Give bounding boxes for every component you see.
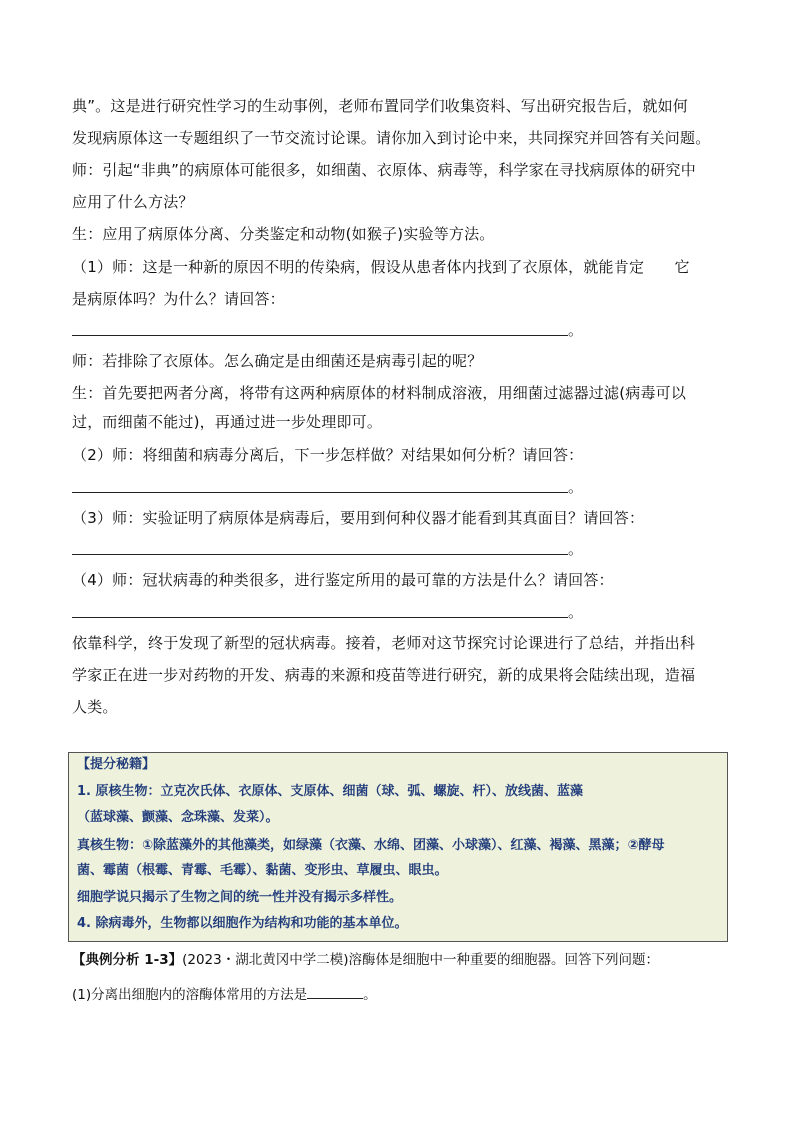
answer-blank-3[interactable] (72, 554, 568, 555)
answer-end-2: 。 (568, 478, 584, 496)
student-answer: 生：应用了病原体分离、分类鉴定和动物(如猴子)实验等方法。 (72, 225, 495, 243)
teacher-question-cont: 应用了什么方法？ (72, 193, 194, 211)
question-1: （1）师：这是一种新的原因不明的传染病，假设从患者体内找到了衣原体，就能肯定 它 (72, 258, 690, 276)
example-text: 溶酶体是细胞中一种重要的细胞器。回答下列问题： (348, 952, 659, 968)
answer-blank-4[interactable] (72, 617, 568, 618)
teacher-question: 师：引起“非典”的病原体可能很多，如细菌、衣原体、病毒等，科学家在寻找病原体的研究中 (72, 161, 696, 179)
example-q1-text: (1)分离出细胞内的溶酶体常用的方法是 (72, 987, 308, 1003)
closing-line: 人类。 (72, 698, 118, 716)
tip-line: （蓝球藻、颤藻、念珠藻、发菜）。 (77, 810, 279, 825)
example-header (72, 951, 659, 969)
answer-end-4: 。 (568, 603, 584, 621)
example-q1-blank[interactable] (307, 984, 363, 999)
intro-line: 典”。这是进行研究性学习的生动事例，老师布置同学们收集资料、写出研究报告后，就如何 (72, 97, 688, 115)
answer-blank-2[interactable] (72, 492, 568, 493)
answer-end-1: 。 (568, 321, 584, 339)
tip-line: 1. 原核生物：立克次氏体、衣原体、支原体、细菌（球、弧、螺旋、杆）、放线菌、蓝藻 (77, 784, 584, 799)
intro-line: 发现病原体这一专题组织了一节交流讨论课。请你加入到讨论中来，共同探究并回答有关问题。 (72, 129, 711, 147)
closing-line: 依靠科学，终于发现了新型的冠状病毒。接着，老师对这节探究讨论课进行了总结，并指出科 (72, 634, 696, 652)
example-source: (2023・湖北黄冈中学二模) (182, 952, 349, 968)
tip-line: 菌、霉菌（根霉、青霉、毛霉）、黏菌、变形虫、草履虫、眼虫。 (77, 863, 448, 878)
question-4: （4）师：冠状病毒的种类很多，进行鉴定所用的最可靠的方法是什么？请回答： (72, 571, 614, 589)
example-q1-end: 。 (363, 987, 377, 1003)
tip-title: 【提分秘籍】 (77, 757, 156, 772)
tip-line: 细胞学说只揭示了生物之间的统一性并没有揭示多样性。 (77, 890, 403, 905)
closing-line: 学家正在进一步对药物的开发、病毒的来源和疫苗等进行研究，新的成果将会陆续出现，造福 (72, 666, 696, 684)
question-3: （3）师：实验证明了病原体是病毒后，要用到何种仪器才能看到其真面目？请回答： (72, 509, 645, 527)
question-1-cont: 是病原体吗？为什么？请回答： (72, 290, 285, 308)
question-2: （2）师：将细菌和病毒分离后，下一步怎样做？对结果如何分析？请回答： (72, 446, 584, 464)
student-line: 生：首先要把两者分离，将带有这两种病原体的材料制成溶液，用细菌过滤器过滤(病毒可以 (72, 384, 687, 402)
answer-end-3: 。 (568, 540, 584, 558)
example-title: 【典例分析 1-3】 (72, 952, 183, 968)
tip-line: 真核生物：①除蓝藻外的其他藻类，如绿藻（衣藻、水绵、团藻、小球藻）、红藻、褐藻、黑藻；②酵母 (77, 838, 665, 853)
tip-line: 4. 除病毒外，生物都以细胞作为结构和功能的基本单位。 (77, 916, 408, 931)
teacher-line: 师：若排除了衣原体。怎么确定是由细菌还是病毒引起的呢？ (72, 352, 483, 370)
answer-blank-1[interactable] (72, 335, 568, 336)
tip-box (68, 752, 728, 942)
example-question-1 (72, 984, 377, 1004)
student-line-cont: 过，而细菌不能过)，再通过进一步处理即可。 (72, 413, 383, 431)
